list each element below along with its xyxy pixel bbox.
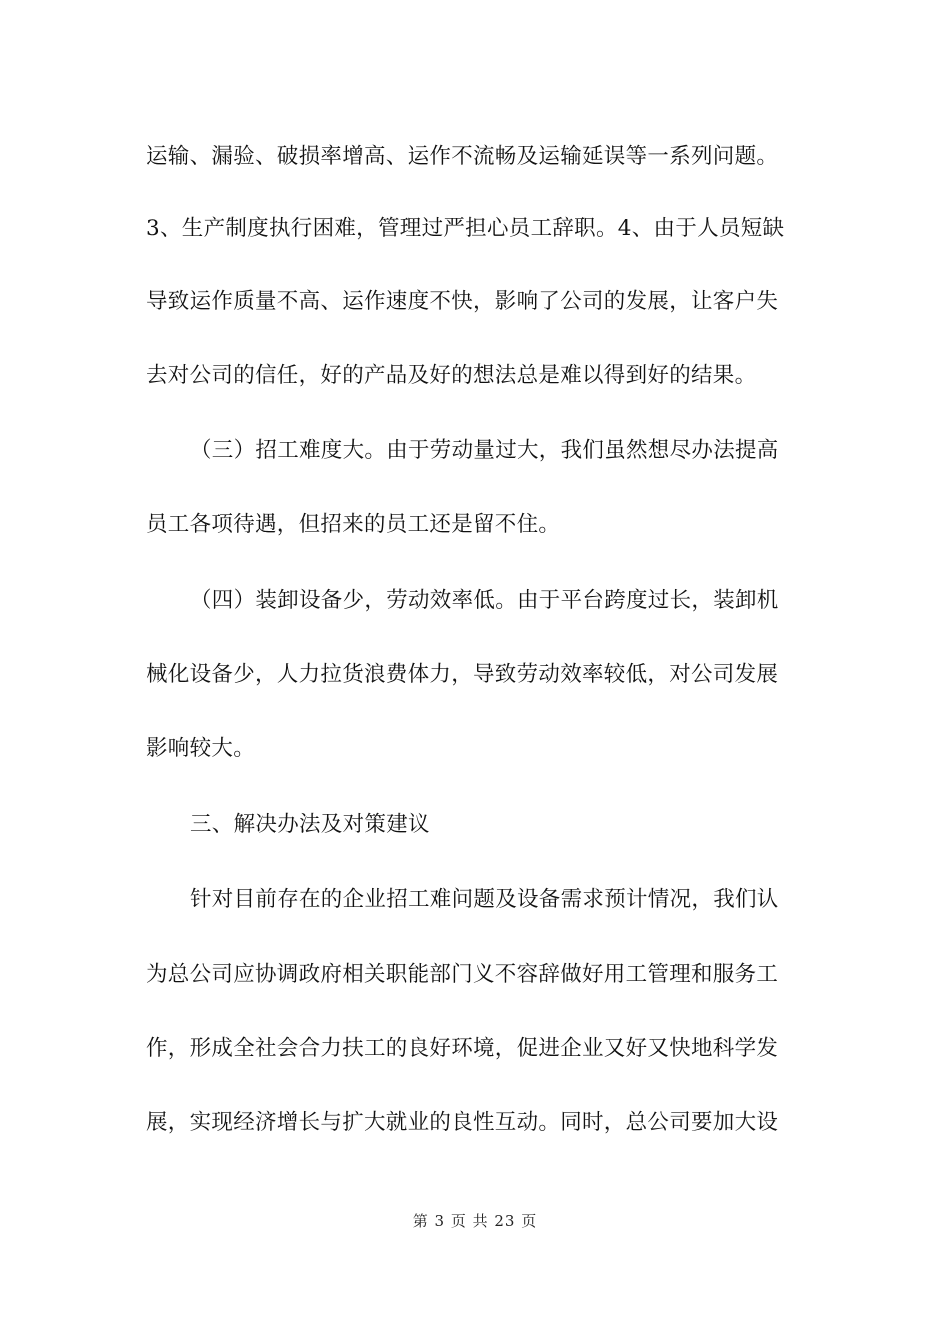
text-line: 械化设备少，人力拉货浪费体力，导致劳动效率较低，对公司发展 (146, 662, 779, 687)
text-line: 作，形成全社会合力扶工的良好环境，促进企业又好又快地科学发 (146, 1036, 779, 1061)
text-line: 展，实现经济增长与扩大就业的良性互动。同时，总公司要加大设 (146, 1110, 779, 1135)
page-number: 第 3 页 共 23 页 (412, 1212, 538, 1230)
text-line: 运输、漏验、破损率增高、运作不流畅及运输延误等一系列问题。 (146, 144, 779, 169)
section-heading: 三、解决办法及对策建议 (190, 812, 430, 837)
text-line: 3、生产制度执行困难，管理过严担心员工辞职。4、由于人员短缺 (146, 216, 785, 241)
paragraph-start-line: （四）装卸设备少，劳动效率低。由于平台跨度过长，装卸机 (190, 588, 779, 613)
text-line: 去对公司的信任，好的产品及好的想法总是难以得到好的结果。 (146, 363, 757, 388)
text-line: 员工各项待遇，但招来的员工还是留不住。 (146, 512, 561, 537)
text-line: 为总公司应协调政府相关职能部门义不容辞做好用工管理和服务工 (146, 962, 779, 987)
paragraph-start-line: （三）招工难度大。由于劳动量过大，我们虽然想尽办法提高 (190, 438, 779, 463)
text-line: 影响较大。 (146, 736, 256, 761)
text-line: 导致运作质量不高、运作速度不快，影响了公司的发展，让客户失 (146, 289, 779, 314)
paragraph-start-line: 针对目前存在的企业招工难问题及设备需求预计情况，我们认 (190, 887, 779, 912)
